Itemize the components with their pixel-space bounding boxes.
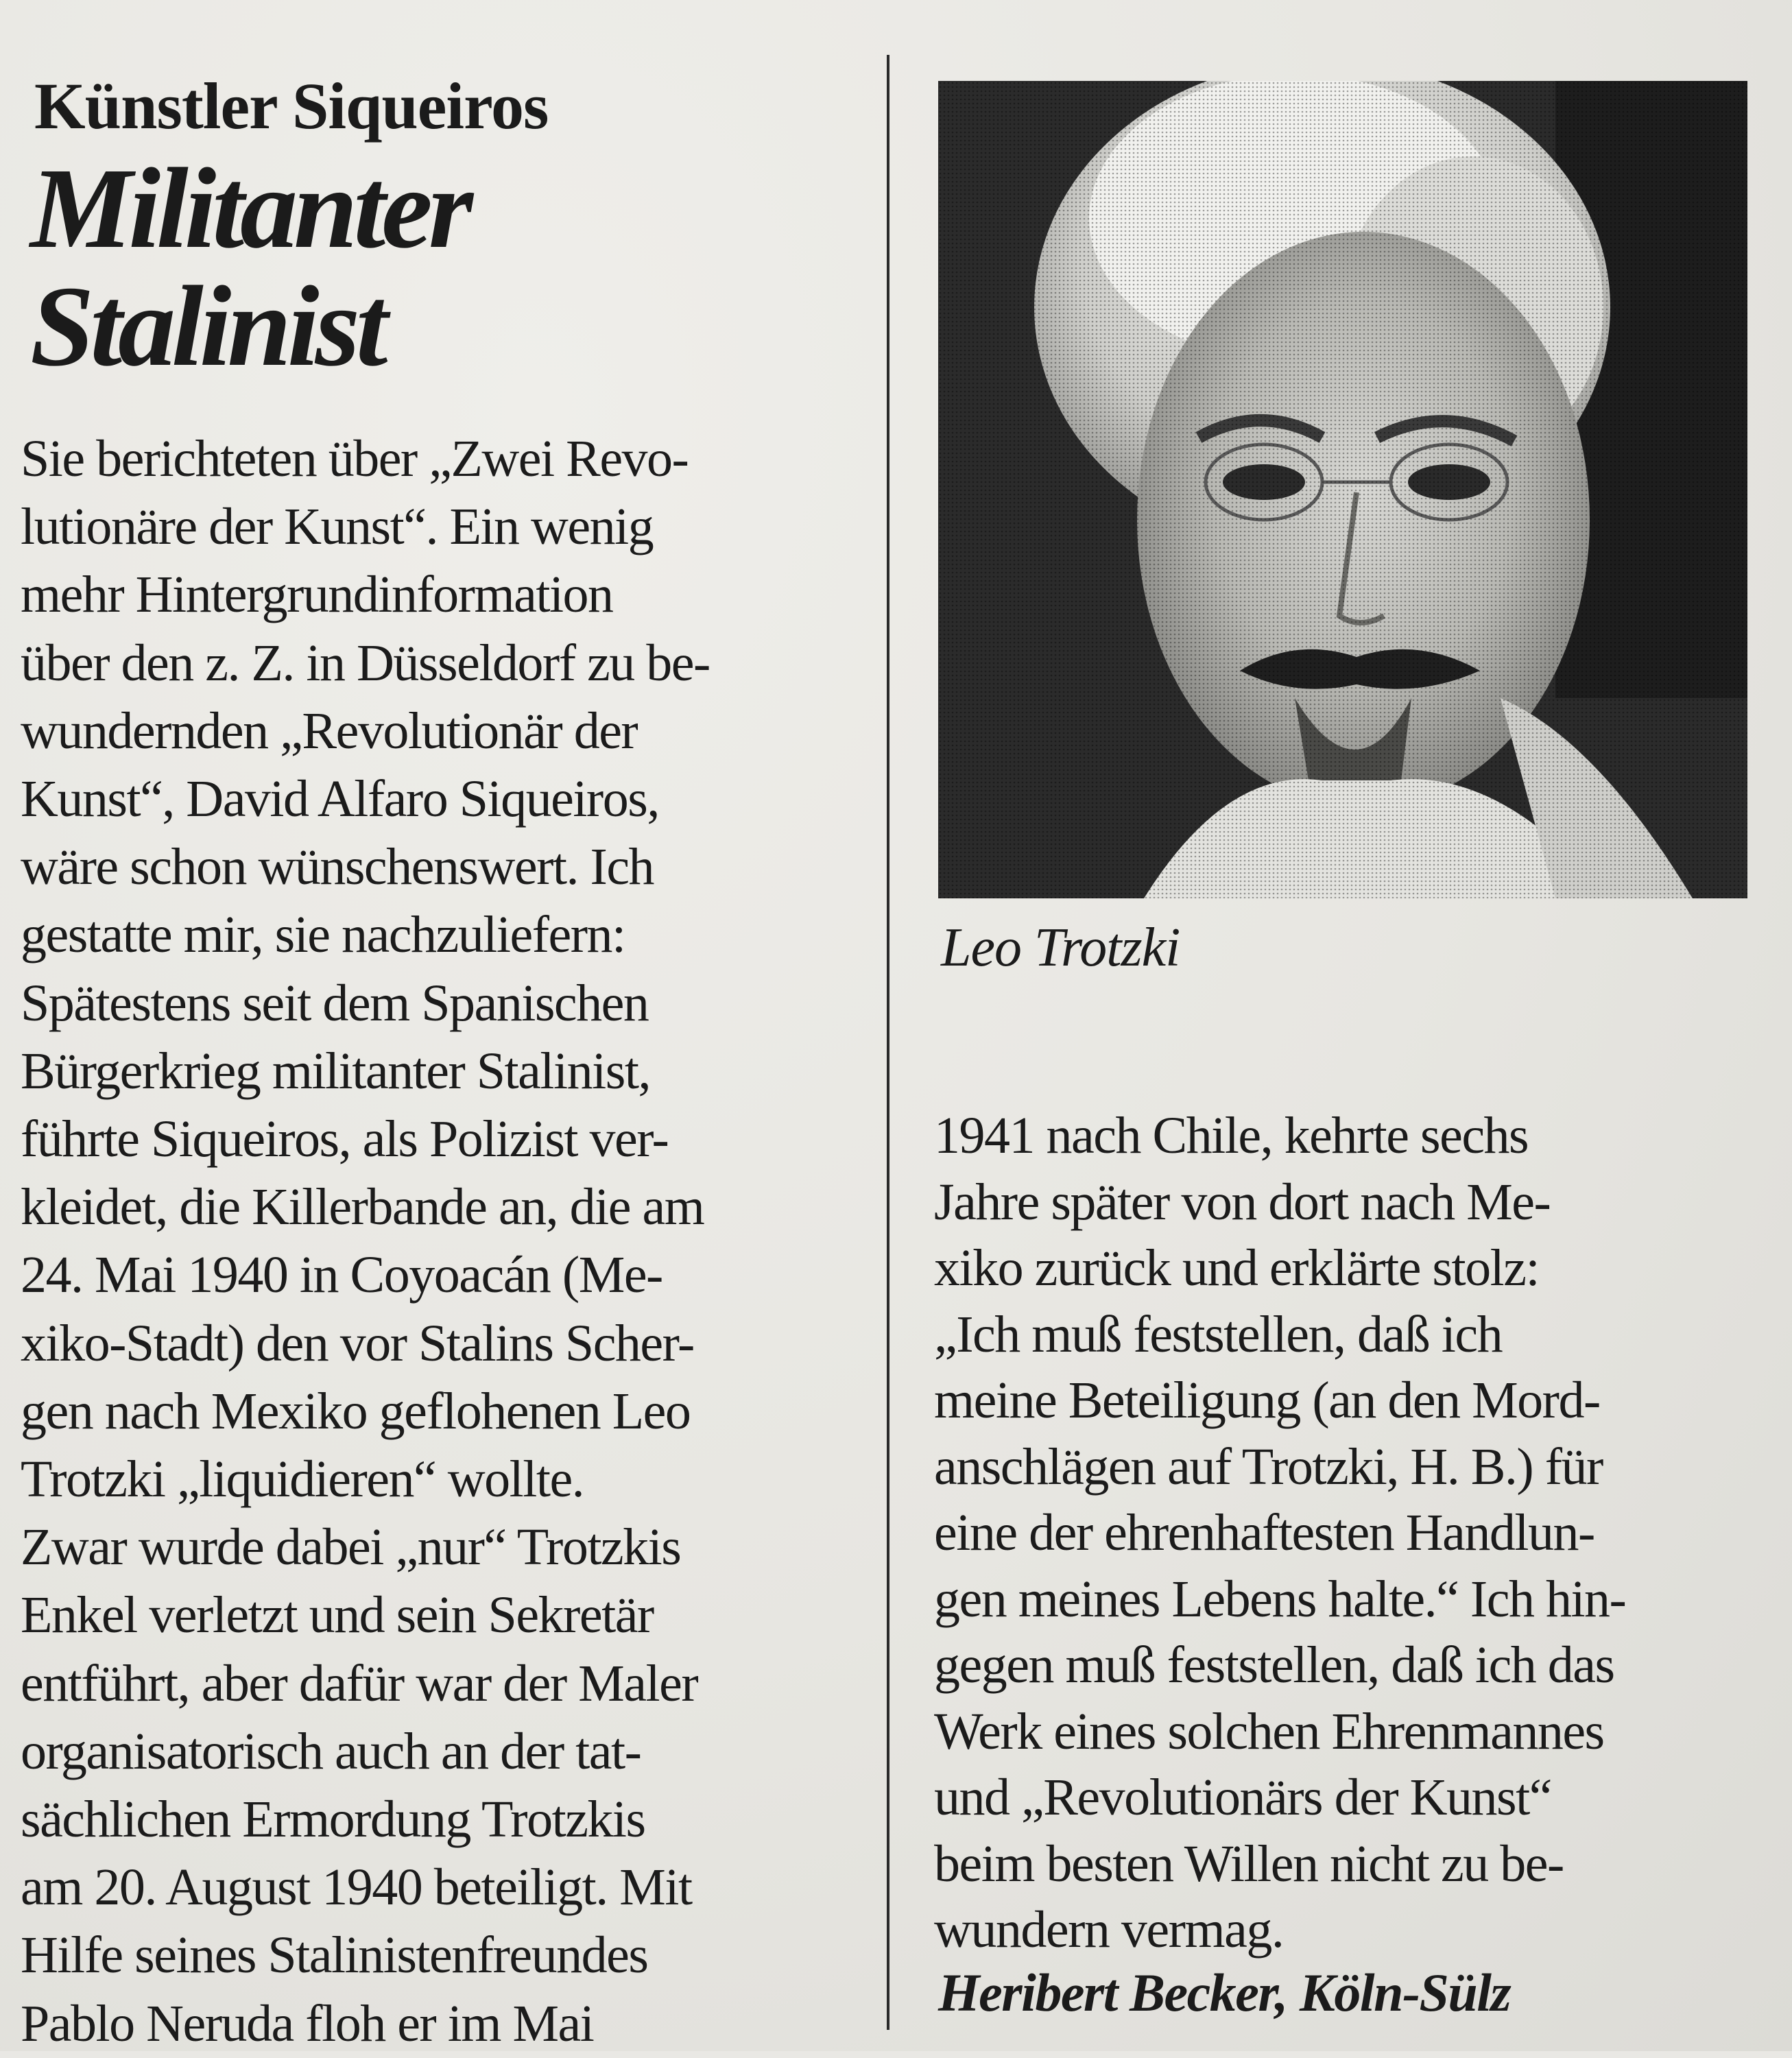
text-line: Kunst“, David Alfaro Siqueiros, [21,770,659,828]
portrait-illustration [938,81,1747,898]
text-line: wundernden „Revolutionär der [21,702,638,760]
text-line: mehr Hintergrundinformation [21,566,613,624]
text-line: gen meines Lebens halte.“ Ich hin- [934,1570,1626,1628]
text-line: gestatte mir, sie nachzuliefern: [21,906,625,964]
text-line: meine Beteiligung (an den Mord- [934,1372,1600,1429]
photo-caption: Leo Trotzki [941,918,1180,978]
text-line: beim besten Willen nicht zu be- [934,1834,1564,1893]
headline-line-1: Militanter [30,145,470,272]
text-line: Trotzki „liquidieren“ wollte. [21,1450,584,1509]
text-line: eine der ehrenhaftesten Handlun- [934,1504,1594,1562]
text-line: 24. Mai 1940 in Coyoacán (Me- [21,1246,662,1304]
text-line: Werk eines solchen Ehrenmannes [934,1702,1604,1760]
text-line: gen nach Mexiko geflohenen Leo [21,1382,691,1440]
text-line: Spätestens seit dem Spanischen [21,974,649,1032]
text-line: über den z. Z. in Düsseldorf zu be- [21,634,710,692]
text-line: Zwar wurde dabei „nur“ Trotzkis [21,1518,681,1577]
text-line: Sie berichteten über „Zwei Revo- [21,430,689,488]
article-kicker: Künstler Siqueiros [34,69,549,143]
text-line: entführt, aber dafür war der Maler [21,1654,698,1712]
column-divider [887,55,889,2030]
text-line: lutionäre der Kunst“. Ein wenig [21,498,654,556]
text-line: anschlägen auf Trotzki, H. B.) für [934,1437,1603,1496]
text-line: „Ich muß feststellen, daß ich [934,1305,1503,1363]
text-line: gegen muß feststellen, daß ich das [934,1636,1614,1694]
text-line: xiko zurück und erklärte stolz: [934,1239,1540,1297]
headline-line-2: Stalinist [30,263,384,390]
text-line: Pablo Neruda floh er im Mai [21,1994,594,2053]
text-line: Bürgerkrieg militanter Stalinist, [21,1042,650,1100]
text-line: wundern vermag. [934,1901,1284,1959]
text-line: Enkel verletzt und sein Sekretär [21,1586,654,1644]
text-line: Hilfe seines Stalinistenfreundes [21,1926,648,1985]
text-line: 1941 nach Chile, kehrte sechs [934,1107,1529,1164]
left-column-body [21,425,864,2058]
text-line: xiko-Stadt) den vor Stalins Scher- [21,1314,694,1372]
right-column-body [934,1103,1757,1963]
text-line: Jahre später von dort nach Me- [934,1173,1551,1231]
text-line: am 20. August 1940 beteiligt. Mit [21,1858,692,1917]
text-line: organisatorisch auch an der tat- [21,1722,641,1780]
text-line: führte Siqueiros, als Polizist ver- [21,1110,669,1169]
text-line: kleidet, die Killerbande an, die am [21,1178,704,1236]
left-column [21,69,864,2058]
author-signature: Heribert Becker, Köln-Sülz [938,1963,1511,2022]
portrait-photo [938,81,1747,898]
text-line: wäre schon wünschenswert. Ich [21,838,654,896]
text-line: und „Revolutionärs der Kunst“ [934,1769,1551,1826]
text-line: sächlichen Ermordung Trotzkis [21,1791,645,1849]
article-headline [30,145,864,390]
